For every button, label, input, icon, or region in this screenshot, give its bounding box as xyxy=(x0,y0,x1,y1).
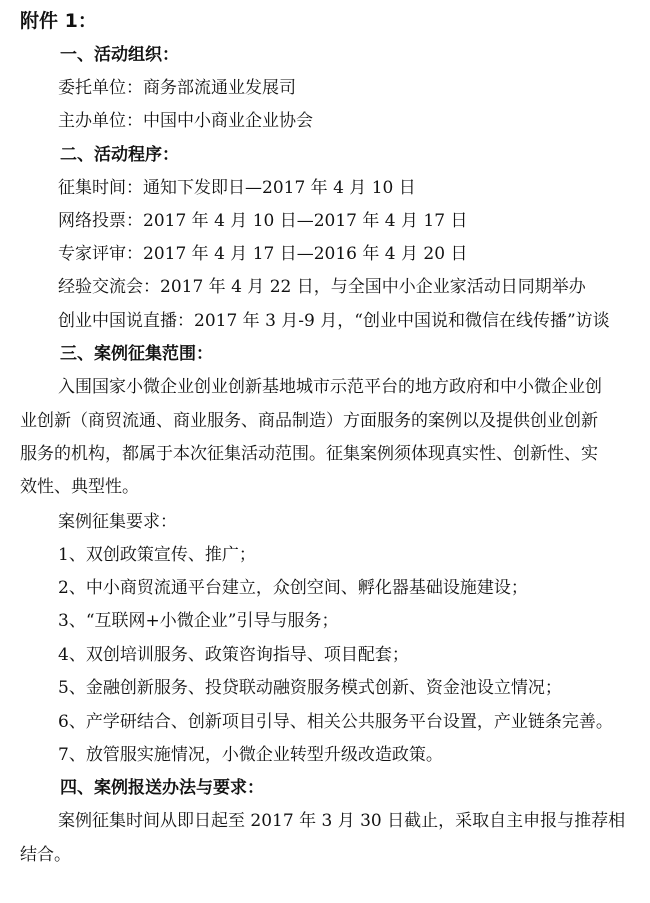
scope-paragraph-line: 业创新（商贸流通、商业服务、商品制造）方面服务的案例以及提供创业创新 xyxy=(20,411,598,431)
scope-paragraph-line: 服务的机构，都属于本次征集活动范围。征集案例须体现真实性、创新性、实 xyxy=(20,444,598,464)
submission-paragraph-line: 案例征集时间从即日起至 2017 年 3 月 30 日截止，采取自主申报与推荐相 xyxy=(58,811,626,831)
requirement-item: 6、产学研结合、创新项目引导、相关公共服务平台设置，产业链条完善。 xyxy=(58,712,613,732)
scope-paragraph-line: 入围国家小微企业创业创新基地城市示范平台的地方政府和中小微企业创 xyxy=(58,377,602,397)
section-4-heading: 四、案例报送办法与要求： xyxy=(60,778,264,798)
entrusting-unit-line: 委托单位：商务部流通业发展司 xyxy=(58,78,296,98)
section-1-heading: 一、活动组织： xyxy=(60,45,179,65)
section-3-heading: 三、案例征集范围： xyxy=(60,344,213,364)
requirement-item: 4、双创培训服务、政策咨询指导、项目配套； xyxy=(58,645,409,665)
requirement-item: 7、放管服实施情况，小微企业转型升级改造政策。 xyxy=(58,745,443,765)
requirement-item: 3、“互联网+小微企业”引导与服务； xyxy=(58,611,339,631)
experience-exchange-line: 经验交流会：2017 年 4 月 22 日，与全国中小企业家活动日同期举办 xyxy=(58,277,586,297)
online-voting-line: 网络投票：2017 年 4 月 10 日—2017 年 4 月 17 日 xyxy=(58,211,468,231)
requirement-item: 5、金融创新服务、投贷联动融资服务模式创新、资金池设立情况； xyxy=(58,678,562,698)
attachment-label: 附件 1： xyxy=(20,10,97,32)
submission-paragraph-line: 结合。 xyxy=(20,845,71,865)
host-unit-line: 主办单位：中国中小商业企业协会 xyxy=(58,111,313,131)
requirements-heading: 案例征集要求： xyxy=(58,512,177,532)
collection-time-line: 征集时间：通知下发即日—2017 年 4 月 10 日 xyxy=(58,178,416,198)
requirement-item: 1、双创政策宣传、推广； xyxy=(58,545,256,565)
live-broadcast-line: 创业中国说直播：2017 年 3 月-9 月，“创业中国说和微信在线传播”访谈 xyxy=(58,311,610,331)
expert-review-line: 专家评审：2017 年 4 月 17 日—2016 年 4 月 20 日 xyxy=(58,244,468,264)
section-2-heading: 二、活动程序： xyxy=(60,145,179,165)
requirement-item: 2、中小商贸流通平台建立，众创空间、孵化器基础设施建设； xyxy=(58,578,528,598)
scope-paragraph-line: 效性、典型性。 xyxy=(20,477,139,497)
